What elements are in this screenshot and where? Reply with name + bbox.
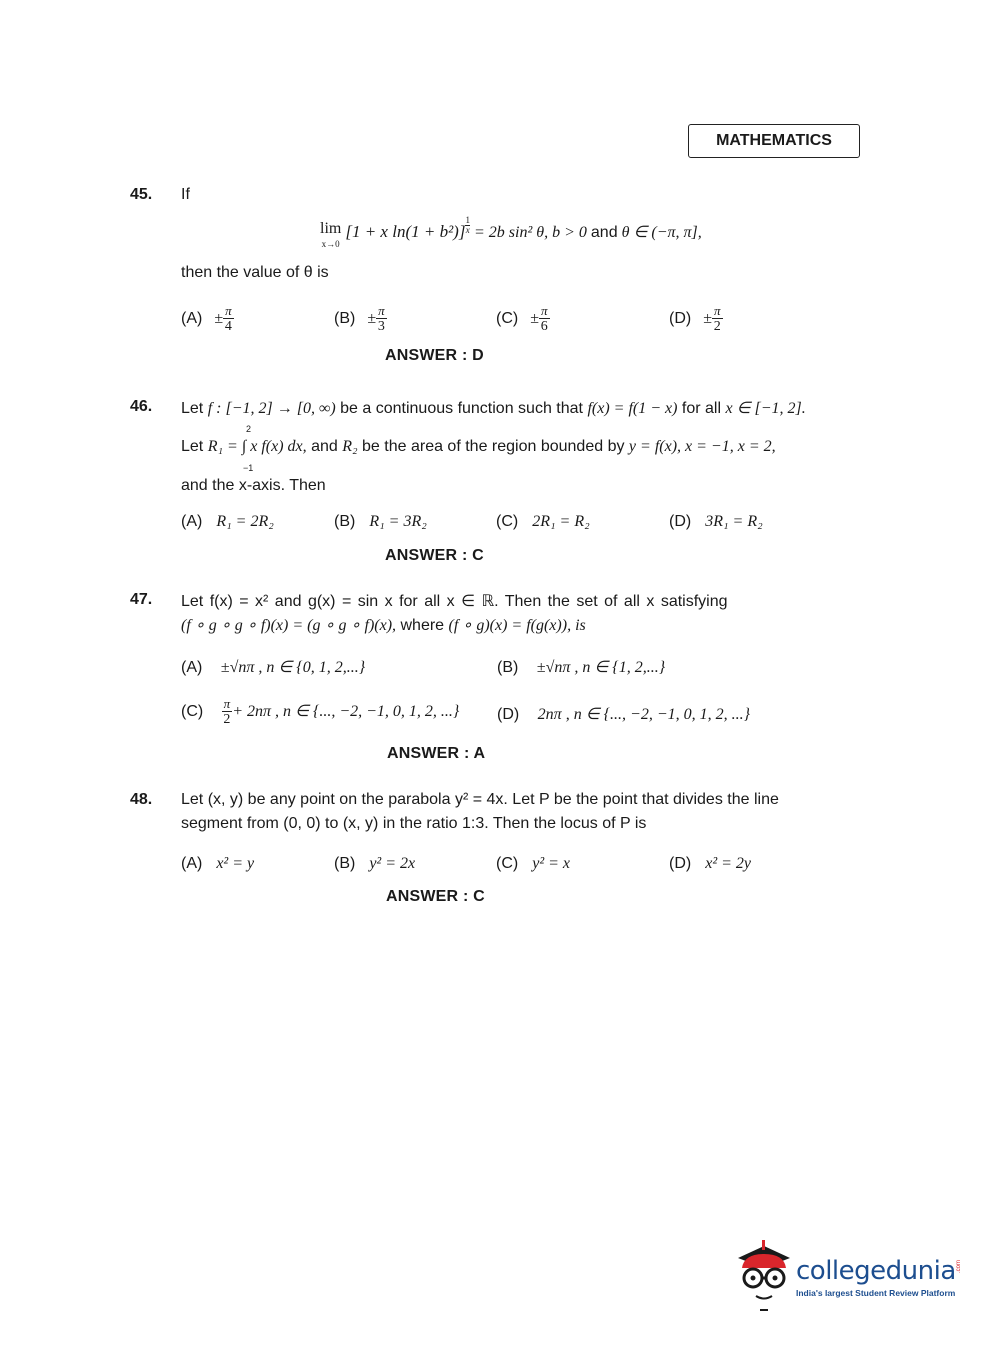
q46-text-a: Let	[181, 400, 204, 417]
q47-line2	[181, 615, 586, 635]
option-text: ±√nπ , n ∈ {1, 2,...}	[536, 659, 666, 676]
q47-option-a	[181, 657, 365, 677]
q48-option-b	[334, 855, 415, 873]
logo-suffix: .com	[956, 1260, 962, 1274]
fraction-numerator: π	[225, 303, 232, 318]
subject-label: MATHEMATICS	[688, 124, 860, 158]
q48-line2: segment from (0, 0) to (x, y) in the ratio 1:3. Then the locus of P is	[181, 815, 647, 832]
q46-line2	[181, 438, 776, 456]
q47-text-where: where	[400, 617, 445, 634]
option-text: R₁ = 3R₂	[369, 513, 427, 530]
option-text: x² = 2y	[705, 855, 752, 872]
fraction-numerator: π	[541, 303, 548, 318]
fraction-denominator: 6	[540, 319, 548, 334]
option-text: R₁ = 2R₂	[216, 513, 274, 530]
q46-option-b	[334, 513, 427, 531]
fraction-numerator: π	[714, 303, 721, 318]
q48-option-c	[496, 855, 570, 873]
option-text: y² = 2x	[369, 855, 416, 872]
q46-answer: ANSWER : C	[385, 547, 484, 564]
q46-math-bounds: y = f(x), x = −1, x = 2,	[628, 438, 776, 455]
option-label: (D)	[497, 706, 520, 723]
option-fraction: $\frac{\pi}{2}$	[223, 696, 231, 727]
option-label: (D)	[669, 310, 692, 327]
option-fraction	[712, 304, 723, 334]
q45-domain: θ ∈ (−π, π],	[621, 224, 702, 241]
q45-formula	[320, 215, 702, 251]
q45-answer: ANSWER : D	[385, 347, 484, 364]
q45-and: and	[590, 224, 618, 241]
q45-exponent: $\frac{1}{x}$	[465, 215, 470, 235]
option-text: 2nπ , n ∈ {..., −2, −1, 0, 1, 2, ...}	[537, 706, 751, 723]
option-label: (A)	[181, 855, 203, 872]
option-text: 3R₁ = R₂	[705, 513, 763, 530]
option-text: y² = x	[532, 855, 571, 872]
q46-math-domain: f : [−1, 2] → [0, ∞)	[207, 400, 336, 417]
question-number-46: 46.	[130, 398, 153, 415]
q47-option-b	[497, 657, 665, 677]
option-sign: ±	[530, 310, 539, 327]
q48-line1: Let (x, y) be any point on the parabola y² = 4x. Let P be the point that divides the line	[181, 791, 779, 808]
q46-text-c: for all	[681, 400, 722, 417]
option-fraction	[376, 304, 387, 334]
q46-line3: and the x-axis. Then	[181, 477, 326, 494]
graduate-mascot-icon	[734, 1238, 794, 1316]
fraction-denominator: 2	[713, 319, 721, 334]
q46-math-r2: R₂	[342, 438, 358, 455]
q46-math-integral: R₁ = ∫ x f(x) dx,	[207, 438, 307, 455]
option-fraction	[539, 304, 550, 334]
option-sign: ±	[703, 310, 712, 327]
q45-rhs: = 2b sin² θ, b > 0	[473, 224, 587, 241]
q48-option-d	[669, 855, 751, 873]
q45-lim: lim	[320, 220, 342, 237]
option-label: (C)	[496, 310, 519, 327]
q48-option-a	[181, 855, 254, 873]
fraction-denominator: 4	[224, 319, 232, 334]
q45-option-a	[181, 304, 234, 334]
q46-int-lower: −1	[243, 463, 254, 473]
question-number-47: 47.	[130, 591, 153, 608]
question-number-48: 48.	[130, 791, 153, 808]
option-label: (C)	[181, 703, 204, 721]
option-label: (B)	[497, 659, 519, 676]
option-text: ±√nπ , n ∈ {0, 1, 2,...}	[220, 659, 366, 676]
option-label: (A)	[181, 513, 203, 530]
q47-math-composition: (f ∘ g ∘ g ∘ f)(x) = (g ∘ g ∘ f)(x),	[181, 617, 397, 634]
q47-math-definition: (f ∘ g)(x) = f(g(x)), is	[448, 617, 586, 634]
q46-text-let: Let	[181, 438, 204, 455]
option-label: (D)	[669, 855, 692, 872]
q45-option-b	[334, 304, 387, 334]
q45-lim-subscript: x→0	[321, 239, 340, 249]
q48-answer: ANSWER : C	[386, 888, 485, 905]
q45-tail: then the value of θ is	[181, 264, 329, 281]
q46-text-b: be a continuous function such that	[340, 400, 583, 417]
logo-tagline: India's largest Student Review Platform	[796, 1288, 956, 1298]
q47-answer: ANSWER : A	[387, 745, 486, 762]
q45-base: [1 + x ln(1 + b²)]	[345, 222, 466, 241]
option-sign: ±	[367, 310, 377, 327]
option-label: (D)	[669, 513, 692, 530]
option-sign: ±	[214, 310, 224, 327]
option-text: + 2nπ , n ∈ {..., −2, −1, 0, 1, 2, ...}	[232, 703, 460, 721]
q46-math-interval: x ∈ [−1, 2].	[725, 400, 806, 417]
q45-intro: If	[181, 186, 190, 203]
option-label: (C)	[496, 513, 519, 530]
q46-text-and: and	[311, 438, 338, 455]
q47-option-c	[181, 697, 459, 727]
collegedunia-logo	[734, 1238, 964, 1316]
option-fraction	[223, 304, 234, 334]
q46-int-upper: 2	[246, 424, 252, 434]
fraction-denominator: 3	[377, 319, 385, 334]
q47-option-d	[497, 704, 750, 724]
q46-line1	[181, 398, 806, 418]
q46-option-c	[496, 513, 590, 531]
q47-line1: Let f(x) = x² and g(x) = sin x for all x ∈ ℝ. Then the set of all x satisfying	[181, 593, 728, 610]
option-label: (A)	[181, 310, 203, 327]
option-text: 2R₁ = R₂	[532, 513, 590, 530]
option-label: (B)	[334, 513, 356, 530]
option-label: (B)	[334, 310, 356, 327]
q46-option-a	[181, 513, 274, 531]
option-label: (B)	[334, 855, 356, 872]
option-text: x² = y	[216, 855, 255, 872]
option-label: (A)	[181, 659, 203, 676]
fraction-numerator: π	[378, 303, 385, 318]
q45-option-c	[496, 304, 550, 334]
option-label: (C)	[496, 855, 519, 872]
q45-option-d	[669, 304, 723, 334]
q46-option-d	[669, 513, 763, 531]
q46-math-symmetry: f(x) = f(1 − x)	[587, 400, 678, 417]
question-number-45: 45.	[130, 186, 153, 203]
q46-text-region: be the area of the region bounded by	[362, 438, 625, 455]
logo-wordmark: collegedunia	[796, 1256, 956, 1286]
